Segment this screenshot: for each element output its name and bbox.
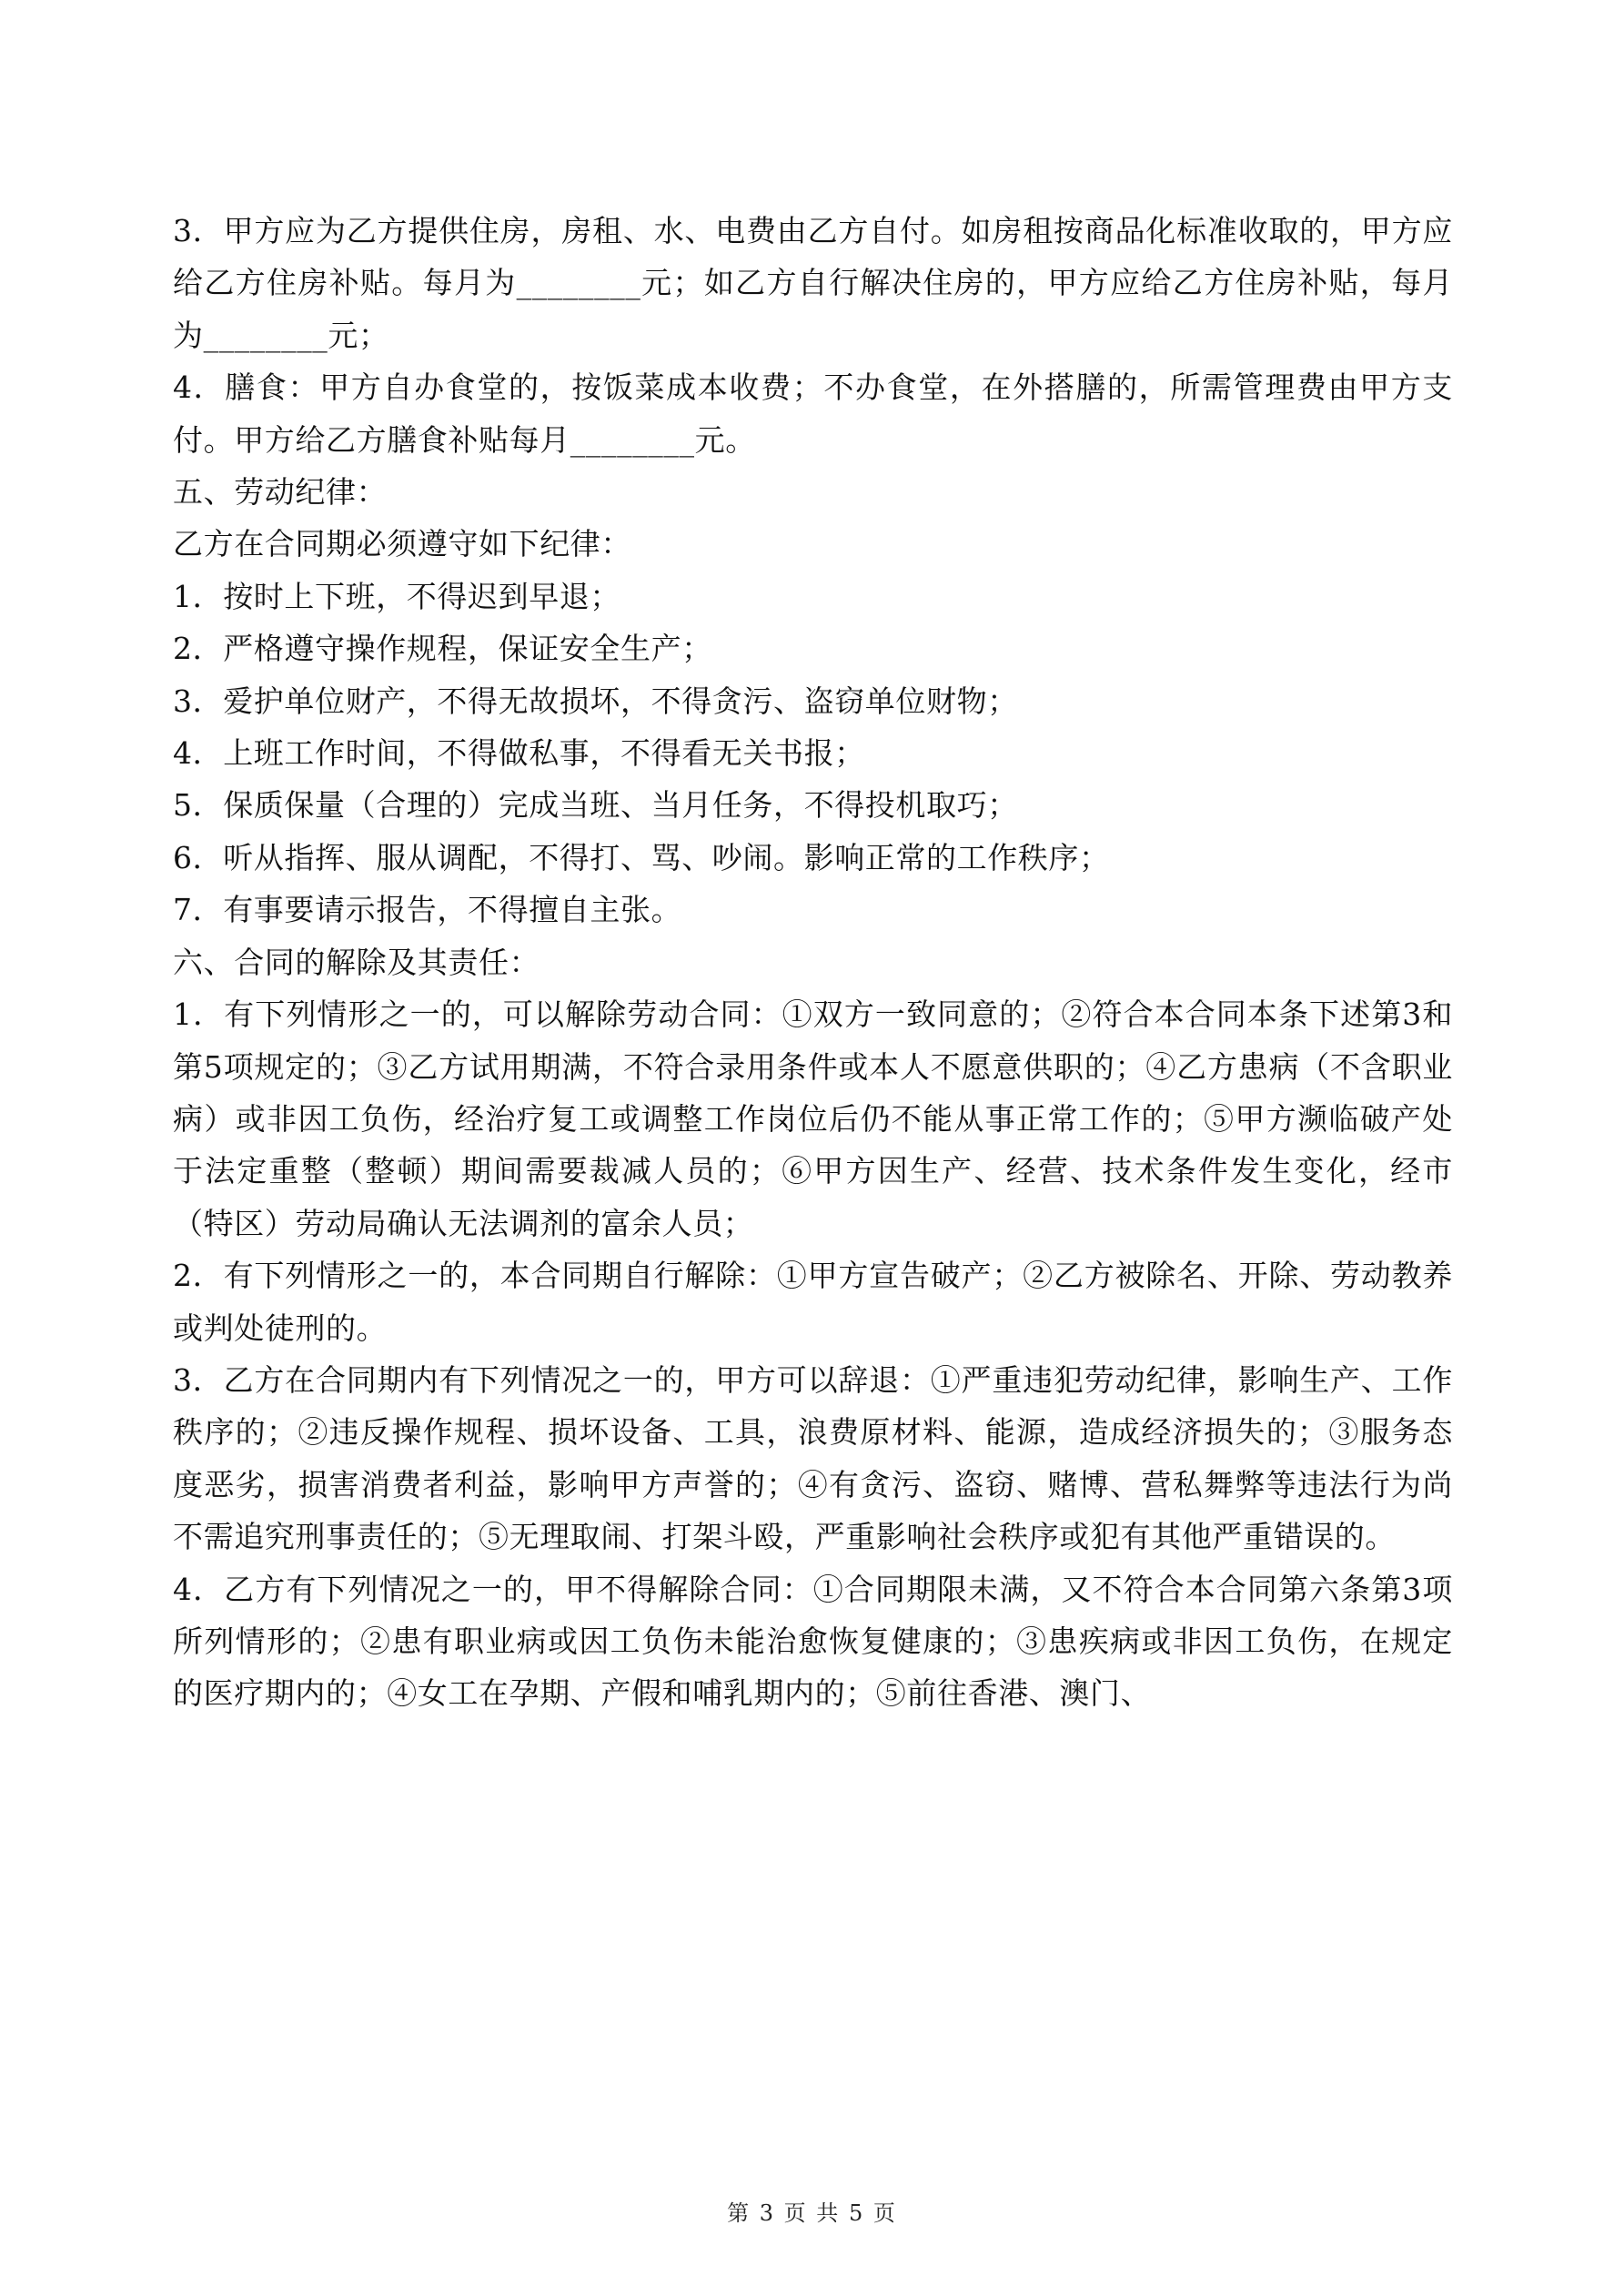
discipline-item-6: 6．听从指挥、服从调配，不得打、骂、吵闹。影响正常的工作秩序； bbox=[173, 839, 1110, 875]
discipline-item-7: 7．有事要请示报告，不得擅自主张。 bbox=[173, 892, 682, 928]
section-heading-labor-discipline: 五、劳动纪律： bbox=[173, 474, 388, 511]
discipline-item-3: 3．爱护单位财产，不得无故损坏，不得贪污、盗窃单位财物； bbox=[173, 683, 1018, 719]
discipline-item-1: 1．按时上下班，不得迟到早退； bbox=[173, 578, 620, 614]
paragraph-discipline-intro: 乙方在合同期必须遵守如下纪律： bbox=[173, 526, 631, 562]
page-number-footer: 第 3 页 共 5 页 bbox=[727, 2200, 897, 2226]
paragraph-meals: 4．膳食：甲方自办食堂的，按饭菜成本收费；不办食堂，在外搭膳的，所需管理费由甲方支付。甲方给乙方膳食补贴每月________元。 bbox=[173, 369, 1453, 458]
termination-item-1: 1．有下列情形之一的，可以解除劳动合同：①双方一致同意的；②符合本合同本条下述第3和第5项规定的；③乙方试用期满，不符合录用条件或本人不愿意供职的；④乙方患病（不含职业病）或非因工负伤，经治疗复工或调整工作岗位后仍不能从事正常工作的；⑤甲方濒临破产处于法定重整（整顿）期间需要裁减人员的；⑥甲方因生产、经营、技术条件发生变化，经市（特区）劳动局确认无法调剂的富余人员； bbox=[173, 996, 1453, 1241]
section-heading-termination: 六、合同的解除及其责任： bbox=[173, 944, 540, 980]
termination-item-2: 2．有下列情形之一的，本合同期自行解除：①甲方宣告破产；②乙方被除名、开除、劳动教养或判处徒刑的。 bbox=[173, 1258, 1453, 1346]
termination-item-4: 4．乙方有下列情况之一的，甲不得解除合同：①合同期限未满，又不符合本合同第六条第3项所列情形的；②患有职业病或因工负伤未能治愈恢复健康的；③患疾病或非因工负伤，在规定的医疗期内的；④女工在孕期、产假和哺乳期内的；⑤前往香港、澳门、 bbox=[173, 1571, 1453, 1712]
termination-item-3: 3．乙方在合同期内有下列情况之一的，甲方可以辞退：①严重违犯劳动纪律，影响生产、工作秩序的；②违反操作规程、损坏设备、工具，浪费原材料、能源，造成经济损失的；③服务态度恶劣，损害消费者利益，影响甲方声誉的；④有贪污、盗窃、赌博、营私舞弊等违法行为尚不需追究刑事责任的；⑤无理取闹、打架斗殴，严重影响社会秩序或犯有其他严重错误的。 bbox=[173, 1361, 1453, 1555]
paragraph-housing: 3．甲方应为乙方提供住房，房租、水、电费由乙方自付。如房租按商品化标准收取的，甲方应给乙方住房补贴。每月为________元；如乙方自行解决住房的，甲方应给乙方住房补贴，每月为________元； bbox=[173, 213, 1453, 353]
document-body bbox=[173, 205, 1453, 1720]
discipline-item-4: 4．上班工作时间，不得做私事，不得看无关书报； bbox=[173, 735, 865, 772]
discipline-item-2: 2．严格遵守操作规程，保证安全生产； bbox=[173, 631, 712, 667]
discipline-item-5: 5．保质保量（合理的）完成当班、当月任务，不得投机取巧； bbox=[173, 787, 1018, 824]
